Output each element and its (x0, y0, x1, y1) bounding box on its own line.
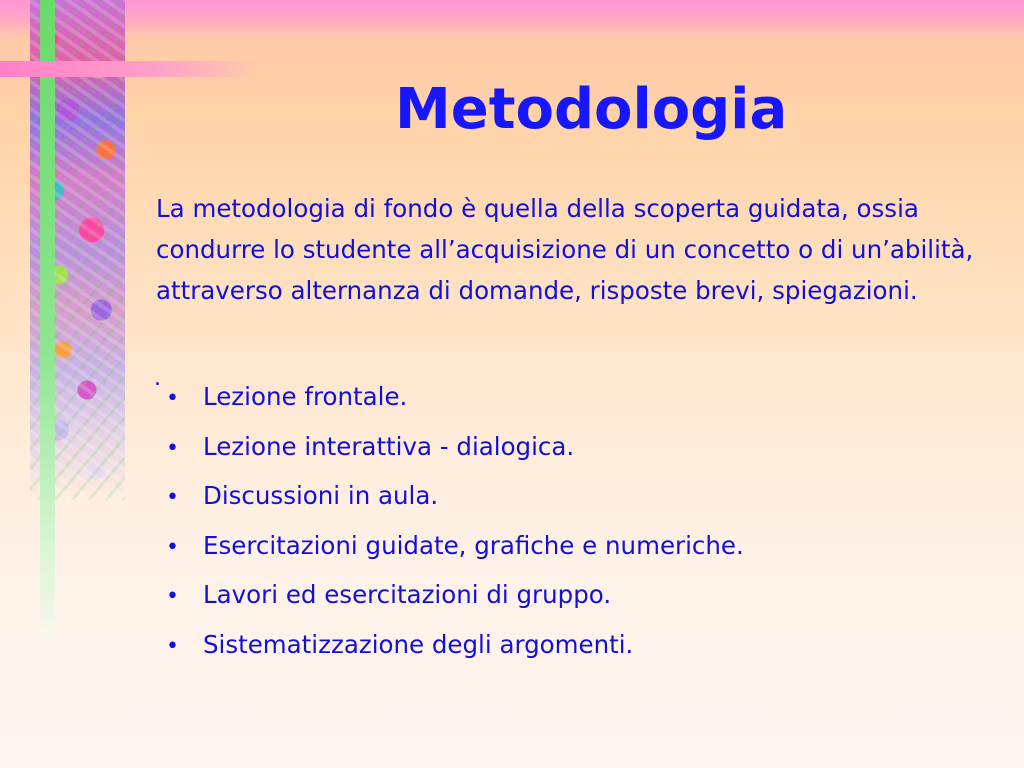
bullet-icon: • (166, 633, 179, 659)
intro-paragraph: La metodologia di fondo è quella della scoperta guidata, ossia condurre lo studente all’acquisizione di un concetto o di un’abilità, attraverso alternanza di domande, risposte brevi, spiegazioni. (156, 194, 974, 305)
bullet-icon: • (166, 386, 179, 411)
list-item (156, 372, 744, 422)
pink-horizontal-bar (0, 61, 260, 77)
bullet-icon: • (166, 534, 179, 560)
list-item (156, 620, 744, 670)
green-vertical-bar (40, 0, 55, 640)
stray-mark: . (154, 366, 161, 391)
list-item (156, 570, 744, 620)
bullet-icon: • (166, 435, 179, 461)
list-item (156, 422, 744, 472)
list-item-text: Lezione interattiva - dialogica. (203, 431, 575, 461)
list-item-text: Sistematizzazione degli argomenti. (203, 629, 634, 659)
list-item-text: Lezione frontale. (203, 382, 408, 411)
bullet-icon: • (166, 485, 179, 510)
methods-list (156, 372, 744, 669)
slide-title: Metodologia (395, 77, 788, 142)
list-item (156, 521, 744, 571)
list-item-text: Discussioni in aula. (203, 481, 439, 510)
list-item (156, 471, 744, 521)
bullet-icon: • (166, 584, 179, 609)
top-pink-band (0, 0, 1024, 30)
list-item-text: Lavori ed esercitazioni di gruppo. (203, 580, 612, 609)
list-item-text: Esercitazioni guidate, grafiche e numeriche. (203, 530, 744, 560)
